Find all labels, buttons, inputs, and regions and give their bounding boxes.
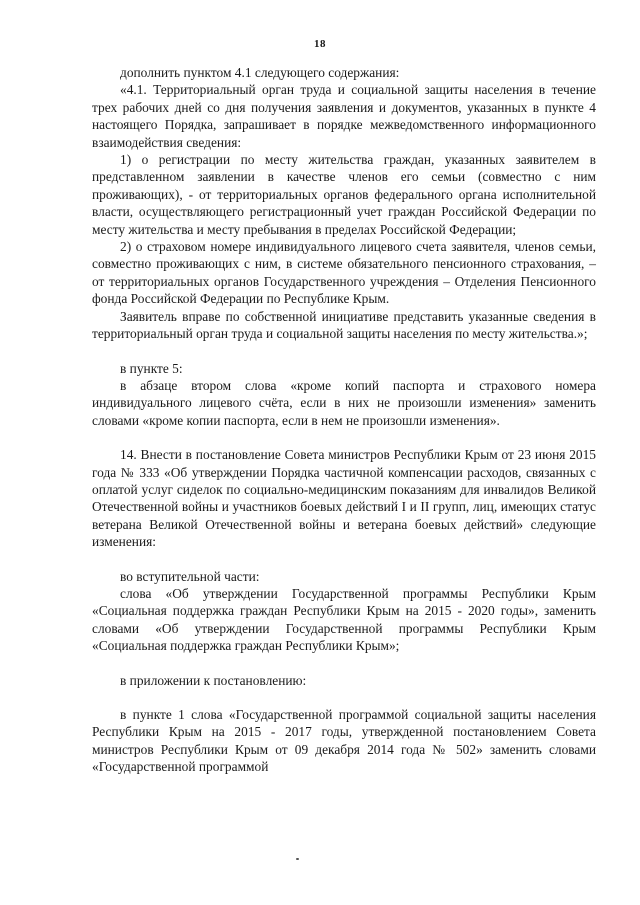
paragraph-applicant-right: Заявитель вправе по собственной инициативе представить указанные сведения в территориальный орган труда и социальной защиты населения по месту жительства.»; bbox=[92, 308, 596, 342]
scan-artifact bbox=[296, 858, 299, 860]
paragraph-abzac-2: в абзаце втором слова «кроме копий паспорта и страхового номера индивидуального лицевого счёта, если в них не произошли изменения» заменить словами «кроме копии паспорта, если в нем не произошли изменения». bbox=[92, 377, 596, 428]
spacer bbox=[92, 551, 596, 568]
spacer bbox=[92, 689, 596, 706]
paragraph-preamble: во вступительной части: bbox=[120, 568, 260, 584]
spacer bbox=[92, 655, 596, 672]
spacer bbox=[92, 429, 596, 446]
paragraph-appendix: в приложении к постановлению: bbox=[120, 672, 307, 688]
page-number: 18 bbox=[314, 38, 326, 50]
paragraph-point-5: в пункте 5: bbox=[120, 360, 183, 376]
paragraph-4-1: «4.1. Территориальный орган труда и социальной защиты населения в течение трех рабочих дней со дня получения заявления и документов, указанных в пункте 4 настоящего Порядка, запрашивает в порядке межведомственного информационного взаимодействия сведения: bbox=[92, 82, 596, 150]
list-item-1: 1) о регистрации по месту жительства граждан, указанных заявителем в представленном заявлении в качестве членов его семьи (совместно с ним проживающих), - от территориальных органов федерального органа исполнительной власти, осуществляющего регистрационный учет граждан Российской Федерации по месту жительства и месту пребывания в пределах Российской Федерации; bbox=[92, 152, 596, 237]
list-item-2: 2) о страховом номере индивидуального лицевого счета заявителя, членов семьи, совместно проживающих с ним, в системе обязательного пенсионного страхования, – от территориальных органов Государственного учреждения – Отделения Пенсионного фонда Российской Федерации по Республике Крым. bbox=[92, 239, 596, 307]
paragraph-point-1: в пункте 1 слова «Государственной программой социальной защиты населения Республики Крым на 2015 - 2017 годы, утвержденной постановлением Совета министров Республики Крым от 09 декабря 2014 года № 502» заменить словами «Государственной программой bbox=[92, 707, 596, 775]
paragraph-words-replace: слова «Об утверждении Государственной программы Республики Крым «Социальная поддержка граждан Республики Крым на 2015 - 2020 годы», заменить словами «Об утверждении Государственной программы Республики Крым «Социальная поддержка граждан Республики Крым»; bbox=[92, 585, 596, 654]
paragraph-item-14: 14. Внести в постановление Совета министров Республики Крым от 23 июня 2015 года № 333 «Об утверждении Порядка частичной компенсации расходов, связанных с оплатой услуг сиделок по социально-медицинским показаниям для инвалидов Великой Отечественной войны и участников боевых действий I и II групп, лиц, имеющих статус ветерана Великой Отечественной войны и ветерана боевых действий» следующие изменения: bbox=[92, 447, 596, 550]
document-body bbox=[92, 64, 596, 776]
paragraph-intro: дополнить пунктом 4.1 следующего содержания: bbox=[120, 65, 400, 80]
spacer bbox=[92, 343, 596, 360]
